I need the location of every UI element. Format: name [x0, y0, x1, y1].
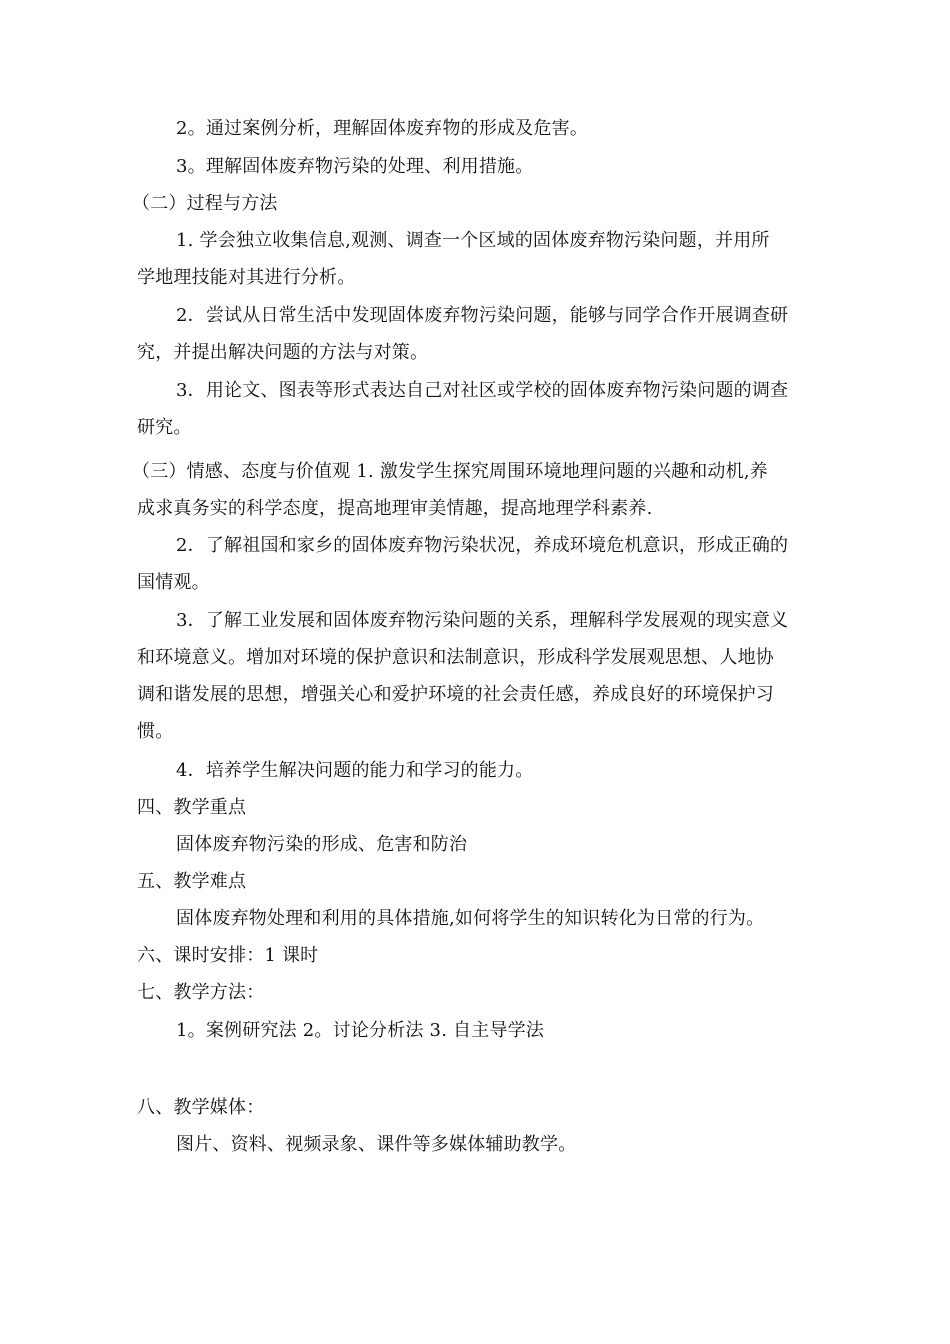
difficulties-text: 固体废弃物处理和利用的具体措施,如何将学生的知识转化为日常的行为。 [176, 908, 765, 929]
section-heading-process: （二）过程与方法 [132, 193, 278, 214]
process-item-2: 2．尝试从日常生活中发现固体废弃物污染问题，能够与同学合作开展调查研 [176, 305, 789, 326]
attitude-item-3-cont-b: 调和谐发展的思想，增强关心和爱护环境的社会责任感，养成良好的环境保护习 [137, 684, 774, 705]
heading-schedule: 六、课时安排：1 课时 [137, 945, 319, 966]
attitude-item-4: 4．培养学生解决问题的能力和学习的能力。 [176, 760, 534, 781]
process-item-3-cont: 研究。 [137, 417, 192, 438]
attitude-item-2-cont: 国情观。 [137, 572, 210, 593]
section-heading-attitude: （三）情感、态度与价值观 1. 激发学生探究周围环境地理问题的兴趣和动机,养 [132, 461, 768, 482]
heading-methods: 七、教学方法： [137, 982, 265, 1003]
attitude-item-2: 2．了解祖国和家乡的固体废弃物污染状况，养成环境危机意识，形成正确的 [176, 535, 789, 556]
attitude-item-3: 3．了解工业发展和固体废弃物污染问题的关系，理解科学发展观的现实意义 [176, 610, 789, 631]
media-text: 图片、资料、视频录象、课件等多媒体辅助教学。 [176, 1134, 577, 1155]
heading-difficulties: 五、教学难点 [137, 871, 247, 892]
objective-line-2: 2。通过案例分析，理解固体废弃物的形成及危害。 [176, 118, 589, 139]
process-item-3: 3．用论文、图表等形式表达自己对社区或学校的固体废弃物污染问题的调查 [176, 380, 789, 401]
heading-media: 八、教学媒体： [137, 1097, 265, 1118]
attitude-item-3-cont-a: 和环境意义。增加对环境的保护意识和法制意识，形成科学发展观思想、人地协 [137, 647, 774, 668]
heading-key-points: 四、教学重点 [137, 797, 247, 818]
process-item-1-cont: 学地理技能对其进行分析。 [137, 267, 356, 288]
process-item-2-cont: 究，并提出解决问题的方法与对策。 [137, 342, 429, 363]
process-item-1: 1. 学会独立收集信息,观测、调查一个区域的固体废弃物污染问题，并用所 [176, 230, 770, 251]
key-points-text: 固体废弃物污染的形成、危害和防治 [176, 834, 468, 855]
objective-line-3: 3。理解固体废弃物污染的处理、利用措施。 [176, 156, 534, 177]
attitude-item-3-cont-c: 惯。 [137, 721, 174, 742]
attitude-item-1-cont: 成求真务实的科学态度，提高地理审美情趣，提高地理学科素养. [137, 498, 653, 519]
methods-text: 1。案例研究法 2。讨论分析法 3. 自主导学法 [176, 1020, 545, 1041]
